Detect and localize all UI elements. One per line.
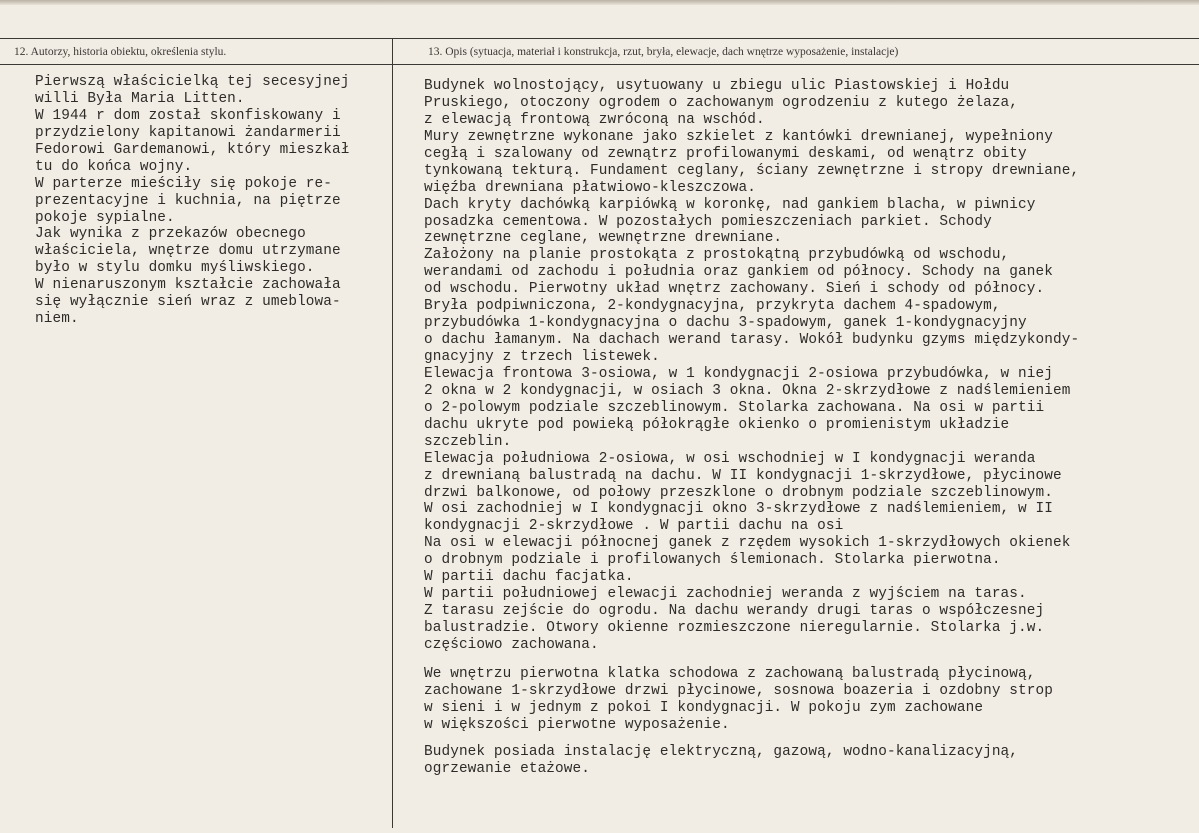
text-line: tynkowaną tekturą. Fundament ceglany, ściany zewnętrzne i stropy drewniane, — [424, 162, 1080, 179]
text-line: od wschodu. Pierwotny układ wnętrz zachowany. Sień i schody od północy. — [424, 281, 1045, 298]
text-line: tu do końca wojny. — [35, 158, 193, 175]
text-line: Budynek wolnostojący, usytuowany u zbiegu ulic Piastowskiej i Hołdu — [424, 78, 1010, 94]
text-line: o 2-polowym podziale szczeblinowym. Stolarka zachowana. Na osi w partii — [424, 399, 1045, 416]
text-line: Mury zewnętrzne wykonane jako szkielet z kantówki drewnianej, wypełniony — [424, 128, 1053, 145]
text-line: dachu ukryte pod powieką półokrągłe okienko o promienistym układzie — [424, 416, 1010, 433]
text-line: W nienaruszonym kształcie zachowała — [35, 277, 341, 294]
text-line: częściowo zachowana. — [424, 636, 599, 653]
description-text — [424, 78, 1079, 778]
text-line: zachowane 1-skrzydłowe drzwi płycinowe, sosnowa boazeria i ozdobny strop — [424, 682, 1053, 699]
text-line: w sieni i w jednym z pokoi I kondygnacji. W pokoju zym zachowane — [424, 699, 984, 716]
text-line: cegłą i szalowany od zewnątrz profilowanymi deskami, od wenątrz obity — [424, 145, 1027, 162]
text-line: Dach kryty dachówką karpiówką w koronkę, nad gankiem blacha, w piwnicy — [424, 196, 1036, 213]
text-line: zewnętrzne ceglane, wewnętrzne drewniane. — [424, 230, 783, 247]
text-line: W partii południowej elewacji zachodniej weranda z wyjściem na taras. — [424, 586, 1027, 603]
description-block-interior — [424, 666, 1079, 734]
text-line: balustradzie. Otwory okienne rozmieszczone nieregularnie. Stolarka j.w. — [424, 620, 1045, 636]
text-line: Elewacja frontowa 3-osiowa, w 1 kondygnacji 2-osiowa przybudówka, w niej — [424, 365, 1053, 382]
text-line: właściciela, wnętrze domu utrzymane — [35, 243, 341, 260]
text-line: W osi zachodniej w I kondygnacji okno 3-skrzydłowe z nadślemieniem, w II — [424, 501, 1053, 518]
paragraph-gap — [424, 734, 1079, 744]
form-rule-header — [0, 64, 1199, 65]
text-line: było w stylu domku myśliwskiego. — [35, 260, 315, 277]
text-line: drzwi balkonowe, od połowy przeszklone o drobnym podziale szczeblinowym. — [424, 484, 1053, 501]
text-line: w większości pierwotne wyposażenie. — [424, 716, 730, 733]
text-line: willi Była Maria Litten. — [35, 90, 245, 107]
text-line: Bryła podpiwniczona, 2-kondygnacyjna, przykryta dachem 4-spadowym, — [424, 298, 1001, 315]
text-line: Budynek posiada instalację elektryczną, gazową, wodno-kanalizacyjną, — [424, 743, 1019, 760]
text-line: o drobnym podziale i profilowanych ślemionach. Stolarka pierwotna. — [424, 552, 1001, 569]
text-line: posadzka cementowa. W pozostałych pomieszczeniach parkiet. Schody — [424, 213, 992, 230]
text-line: przydzielony kapitanowi żandarmerii — [35, 124, 341, 141]
text-line: szczeblin. — [424, 433, 512, 450]
text-line: Pruskiego, otoczony ogrodem o zachowanym ogrodzeniu z kutego żelaza, — [424, 94, 1019, 111]
text-line: W parterze mieściły się pokoje re- — [35, 175, 333, 192]
text-line: niem. — [35, 311, 79, 328]
text-line: Fedorowi Gardemanowi, który mieszkał — [35, 141, 350, 158]
description-block-main — [424, 78, 1079, 654]
text-line: prezentacyjne i kuchnia, na piętrze — [35, 192, 341, 209]
text-line: W partii dachu facjatka. — [424, 569, 634, 586]
paragraph-gap — [424, 654, 1079, 666]
text-line: Na osi w elewacji północnej ganek z rzędem wysokich 1-skrzydłowych okienek — [424, 535, 1071, 552]
text-line: Elewacja południowa 2-osiowa, w osi wschodniej w I kondygnacji weranda — [424, 450, 1036, 467]
text-line: We wnętrzu pierwotna klatka schodowa z zachowaną balustradą płycinową, — [424, 665, 1036, 682]
page-top-edge — [0, 0, 1199, 5]
form-rule-top — [0, 38, 1199, 39]
text-line: przybudówka 1-kondygnacyjna o dachu 3-spadowym, ganek 1-kondygnacyjny — [424, 315, 1027, 332]
text-line: się wyłącznie sień wraz z umeblowa- — [35, 294, 341, 311]
text-line: 2 okna w 2 kondygnacji, w osiach 3 okna. Okna 2-skrzydłowe z nadślemieniem — [424, 382, 1071, 399]
text-line: więźba drewniana płatwiowo-kleszczowa. — [424, 179, 756, 196]
text-line: pokoje sypialne. — [35, 209, 175, 226]
text-line: W 1944 r dom został skonfiskowany i — [35, 107, 341, 124]
history-text — [35, 74, 350, 328]
description-block-installations — [424, 744, 1079, 778]
text-line: ogrzewanie etażowe. — [424, 760, 590, 777]
text-line: Pierwszą właścicielką tej secesyjnej — [35, 74, 350, 90]
section-13-header: 13. Opis (sytuacja, materiał i konstrukcja, rzut, bryła, elewacje, dach wnętrze wyposażenie, instalacje) — [428, 46, 899, 58]
text-line: o dachu łamanym. Na dachach werand tarasy. Wokół budynku gzyms międzykondy- — [424, 332, 1080, 349]
text-line: Jak wynika z przekazów obecnego — [35, 226, 306, 243]
text-line: gnacyjny z trzech listewek. — [424, 349, 660, 365]
text-line: z elewacją frontową zwróconą na wschód. — [424, 111, 765, 128]
text-line: z drewnianą balustradą na dachu. W II kondygnacji 1-skrzydłowe, płycinowe — [424, 467, 1062, 484]
text-line: kondygnacji 2-skrzydłowe . W partii dachu na osi — [424, 518, 844, 535]
column-divider — [392, 38, 393, 828]
text-line: Z tarasu zejście do ogrodu. Na dachu werandy drugi taras o współczesnej — [424, 603, 1045, 620]
text-line: werandami od zachodu i południa oraz gankiem od północy. Schody na ganek — [424, 264, 1053, 281]
section-12-header: 12. Autorzy, historia obiektu, określenia stylu. — [14, 46, 227, 58]
text-line: Założony na planie prostokąta z prostokątną przybudówką od wschodu, — [424, 247, 1010, 264]
